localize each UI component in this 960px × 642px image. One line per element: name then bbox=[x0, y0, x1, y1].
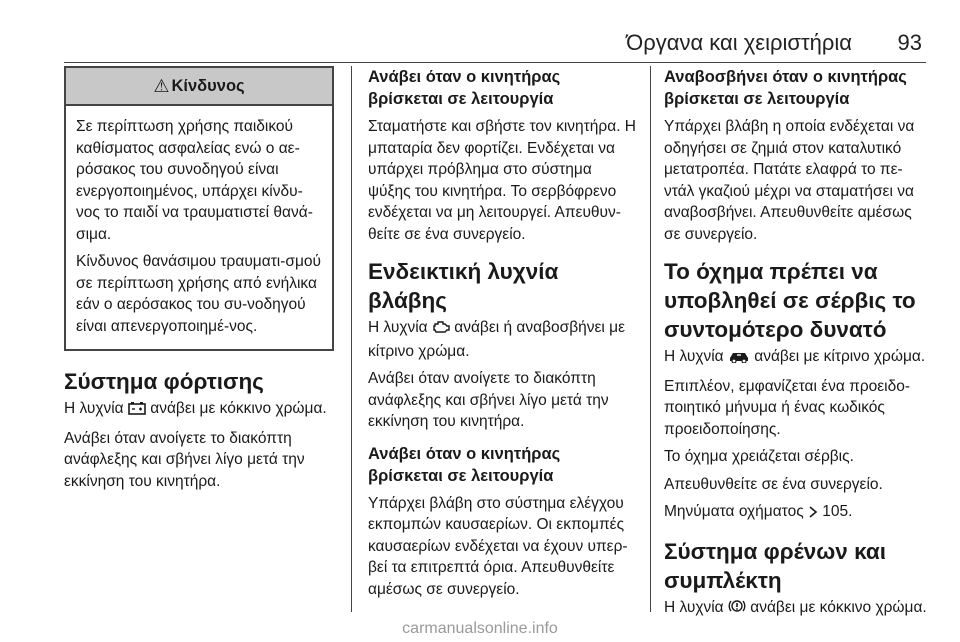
engine-running-heading-2: Ανάβει όταν ο κινητήρας βρίσκεται σε λειτουργία bbox=[368, 444, 561, 485]
column-divider-2 bbox=[650, 66, 651, 612]
warning-triangle-icon: ⚠ bbox=[153, 75, 170, 96]
engine-running-paragraph-1: Σταματήστε και σβήστε τον κινητήρα. Η μπαταρία δεν φορτίζει. Ενδέχεται να υπάρχει πρόβλημα στο σύστημα ψύξης του κινητήρα. Το σερβόφρενο ενδέχεται να μη λειτουργεί. Απευθυν-θείτε σε ένα συνεργείο. bbox=[368, 118, 636, 243]
charging-paragraph-1 bbox=[64, 398, 334, 422]
column-divider-1 bbox=[351, 66, 352, 612]
battery-icon bbox=[128, 400, 146, 422]
page-reference-arrow-icon bbox=[808, 503, 818, 525]
service-p1-prefix: Η λυχνία bbox=[664, 348, 728, 365]
charging-p1-suffix: ανάβει με κόκκινο χρώμα. bbox=[145, 400, 327, 417]
service-paragraph-4: Απευθυνθείτε σε ένα συνεργείο. bbox=[664, 475, 883, 493]
fault-paragraph-1 bbox=[368, 317, 636, 362]
page-number: 93 bbox=[897, 30, 922, 55]
emissions-paragraph: Υπάρχει βλάβη στο σύστημα ελέγχου εκπομπών καυσαερίων. Οι εκπομπές καυσαερίων ενδέχεται να έχουν υπερ-βεί τα επιτρεπτά όρια. Απευθυνθείτε αμέσως σε συνεργείο. bbox=[368, 494, 628, 598]
service-paragraph-5 bbox=[664, 501, 928, 525]
brake-paragraph-1 bbox=[664, 597, 928, 621]
fault-p1-prefix: Η λυχνία bbox=[368, 319, 432, 336]
service-paragraph-3: Το όχημα χρειάζεται σέρβις. bbox=[664, 448, 854, 465]
engine-check-icon bbox=[432, 319, 450, 341]
service-paragraph-1 bbox=[664, 346, 928, 370]
danger-paragraph-1: Σε περίπτωση χρήσης παιδικού καθίσματος ασφαλείας ενώ ο αε-ρόσακος του συνοδηγού είναι ενεργοποιημένος, υπάρχει κίνδυ-νος το παιδί να τραυματιστεί θανά-σιμα. bbox=[76, 118, 313, 243]
charging-p1-prefix: Η λυχνία bbox=[64, 400, 128, 417]
flashing-heading: Αναβοσβήνει όταν ο κινητήρας βρίσκεται σε λειτουργία bbox=[664, 68, 907, 108]
service-vehicle-icon bbox=[728, 348, 750, 370]
page-header bbox=[0, 0, 960, 60]
column-1 bbox=[64, 66, 334, 498]
danger-box-title: Κίνδυνος bbox=[171, 76, 245, 95]
column-3 bbox=[664, 66, 928, 626]
watermark: carmanualsonline.info bbox=[402, 620, 558, 637]
brake-warning-icon bbox=[728, 598, 746, 621]
fault-lamp-heading: Ενδεικτική λυχνία βλάβης bbox=[368, 259, 559, 313]
danger-box bbox=[64, 66, 334, 351]
brake-system-heading: Σύστημα φρένων και συμπλέκτη bbox=[664, 538, 886, 593]
fault-paragraph-2: Ανάβει όταν ανοίγετε το διακόπτη ανάφλεξης και σβήνει λίγο μετά την εκκίνηση του κινητήρα. bbox=[368, 370, 609, 430]
page-header-title: Όργανα και χειριστήρια bbox=[626, 30, 852, 55]
service-p1-suffix: ανάβει με κίτρινο χρώμα. bbox=[749, 348, 926, 365]
catalytic-paragraph: Υπάρχει βλάβη η οποία ενδέχεται να οδηγήσει σε ζημιά στον καταλυτικό μετατροπέα. Πατάτε ελαφρά το πε-ντάλ γκαζιού μέχρι να σταματήσει να αναβοσβήνει. Απευθυνθείτε αμέσως σε συνεργείο. bbox=[664, 118, 915, 243]
fault-p1-suffix: ανάβει ή αναβοσβήνει με κίτρινο χρώμα. bbox=[368, 319, 625, 360]
vehicle-messages-text: Μηνύματα οχήματος bbox=[664, 503, 808, 520]
column-2 bbox=[368, 66, 636, 606]
danger-paragraph-2: Κίνδυνος θανάσιμου τραυματι-σμού σε περίπτωση χρήσης από ενήλικα εάν ο αερόσακος του συ-νοδηγού είναι απενεργοποιημέ-νος. bbox=[76, 253, 322, 335]
engine-running-heading-1: Ανάβει όταν ο κινητήρας βρίσκεται σε λειτουργία bbox=[368, 68, 561, 108]
charging-paragraph-2: Ανάβει όταν ανοίγετε το διακόπτη ανάφλεξης και σβήνει λίγο μετά την εκκίνηση του κινητήρα. bbox=[64, 429, 305, 490]
brake-p1-prefix: Η λυχνία bbox=[664, 598, 728, 616]
danger-box-header bbox=[66, 68, 332, 106]
header-divider bbox=[64, 62, 926, 63]
service-heading: Το όχημα πρέπει να υποβληθεί σε σέρβις το συντομότερο δυνατό bbox=[664, 259, 916, 342]
charging-system-heading: Σύστημα φόρτισης bbox=[64, 369, 264, 394]
vehicle-messages-page: 105. bbox=[817, 503, 853, 520]
danger-box-body bbox=[66, 106, 332, 349]
brake-p1-suffix: ανάβει με κόκκινο χρώμα. bbox=[745, 598, 927, 616]
service-paragraph-2: Επιπλέον, εμφανίζεται ένα προειδο-ποιητικό μήνυμα ή ένας κωδικός προειδοποίησης. bbox=[664, 377, 911, 438]
